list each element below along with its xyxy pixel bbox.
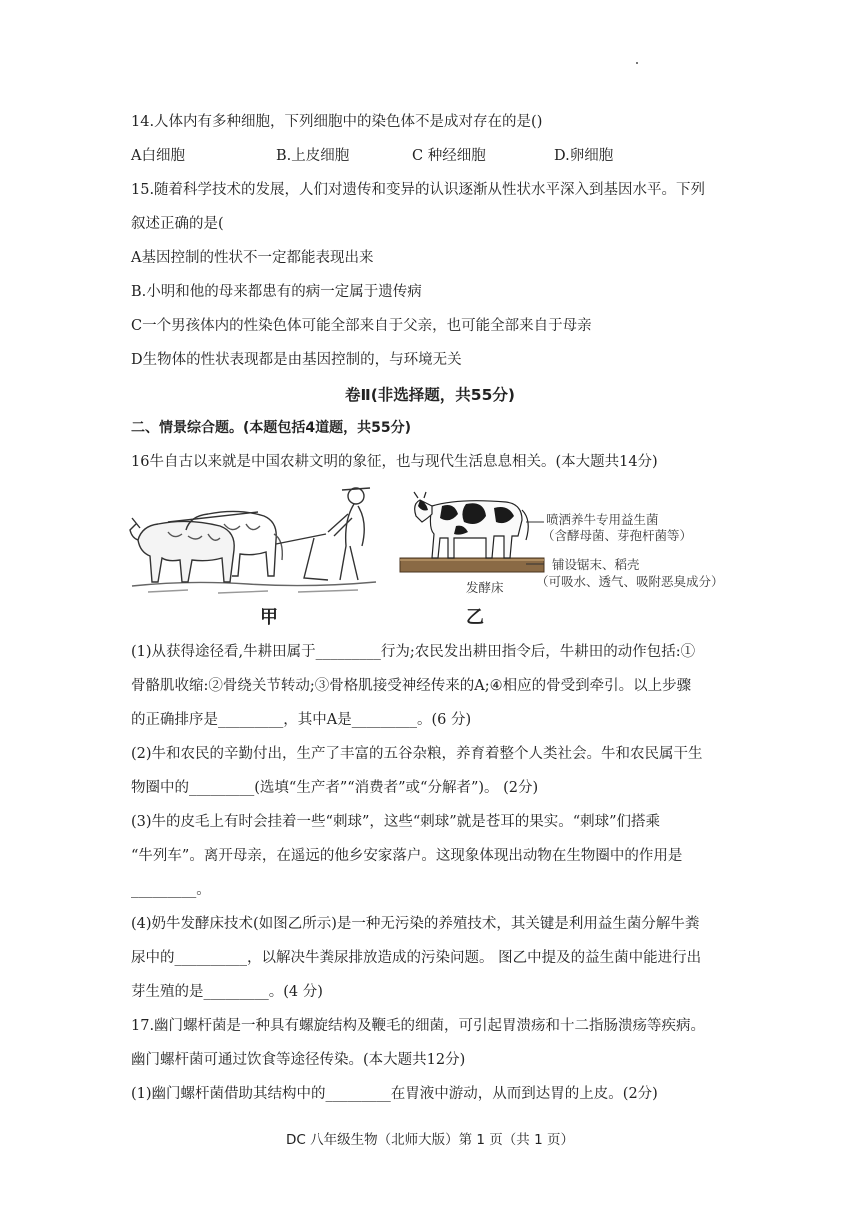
annotation-fermentation-bed: 发酵床 — [466, 580, 504, 595]
q16-part1-line3: 的正确排序是_________，其中A是_________。(6 分) — [131, 712, 472, 728]
q16-stem: 16牛自古以来就是中国农耕文明的象征，也与现代生活息息相关。(本大题共14分) — [131, 454, 658, 470]
part2-title: 卷Ⅱ(非选择题，共55分) — [345, 386, 515, 404]
ox-plowing-illustration — [128, 474, 378, 604]
speck-dot — [636, 62, 638, 64]
q14-option-c: C 种经细胞 — [412, 148, 486, 164]
q17-stem-line2: 幽门螺杆菌可通过饮食等途径传染。(本大题共12分) — [131, 1052, 466, 1068]
annotation-bedding: 铺设锯末、稻壳 — [552, 557, 640, 572]
q15-stem-line2: 叙述正确的是( — [131, 216, 224, 232]
page-footer: DC 八年级生物（北师大版）第 1 页（共 1 页） — [286, 1132, 574, 1148]
q16-part3-line2: “牛列车”。离开母亲，在遥远的他乡安家落户。这现象体现出动物在生物圈中的作用是 — [131, 848, 683, 864]
figure-label-yi: 乙 — [466, 607, 484, 628]
q14-stem: 14.人体内有多种细胞，下列细胞中的染色体不是成对存在的是() — [131, 114, 543, 130]
q15-option-b: B.小明和他的母来都患有的病一定属于遗传病 — [131, 284, 422, 300]
annotation-spray-probiotics: 喷洒养牛专用益生菌 — [546, 512, 659, 527]
q16-part2-line2: 物圈中的_________(选填“生产者”“消费者”或“分解者”)。 (2分) — [131, 780, 539, 796]
annotation-bedding-function: （可吸水、透气、吸附恶臭成分） — [536, 574, 724, 589]
annotation-spray-contents: （含酵母菌、芽孢杆菌等） — [542, 528, 693, 543]
q16-part4-line2: 尿中的__________，以解决牛粪尿排放造成的污染问题。 图乙中提及的益生菌中能进行出 — [131, 950, 702, 966]
q14-option-d: D.卵细胞 — [554, 148, 614, 164]
q16-part2-line1: (2)牛和农民的辛勤付出，生产了丰富的五谷杂粮，养育着整个人类社会。牛和农民属干生 — [131, 746, 703, 762]
q15-option-a: A基因控制的性状不一定都能表现出来 — [131, 250, 374, 266]
q16-part4-line1: (4)奶牛发酵床技术(如图乙所示)是一种无污染的养殖技术，其关键是利用益生菌分解牛粪 — [131, 916, 700, 932]
cow-fermentation-bed-illustration — [398, 484, 548, 580]
section2-title: 二、情景综合题。(本题包括4道题，共55分) — [131, 420, 412, 436]
q16-part3-line3: _________。 — [131, 882, 211, 898]
q17-part1: (1)幽门螺杆菌借助其结构中的_________在胃液中游动，从而到达胃的上皮。(2分) — [131, 1086, 658, 1102]
q17-stem-line1: 17.幽门螺杆菌是一种具有螺旋结构及鞭毛的细菌，可引起胃溃疡和十二指肠溃疡等疾病。 — [131, 1018, 706, 1034]
q14-option-b: B.上皮细胞 — [276, 148, 350, 164]
figure-label-jia: 甲 — [260, 607, 278, 628]
q15-stem-line1: 15.随着科学技术的发展，人们对遗传和变异的认识逐渐从性状水平深入到基因水平。下列 — [131, 182, 706, 198]
q14-option-a: A白细胞 — [131, 148, 185, 164]
q16-part3-line1: (3)牛的皮毛上有时会挂着一些“刺球”，这些“刺球”就是苍耳的果实。“刺球”们搭乘 — [131, 814, 661, 830]
q16-part1-line1: (1)从获得途径看,牛耕田属于_________行为;农民发出耕田指令后，牛耕田的动作包括:① — [131, 644, 696, 660]
q16-part4-line3: 芽生殖的是_________。(4 分) — [131, 984, 323, 1000]
q16-part1-line2: 骨骼肌收缩:②骨绕关节转动;③骨格肌接受神经传来的A;④相应的骨受到牵引。以上步骤 — [131, 678, 692, 694]
q15-option-d: D生物体的性状表现都是由基因控制的，与环境无关 — [131, 352, 462, 368]
q15-option-c: C一个男孩体内的性染色体可能全部来自于父亲，也可能全部来自于母亲 — [131, 318, 592, 334]
